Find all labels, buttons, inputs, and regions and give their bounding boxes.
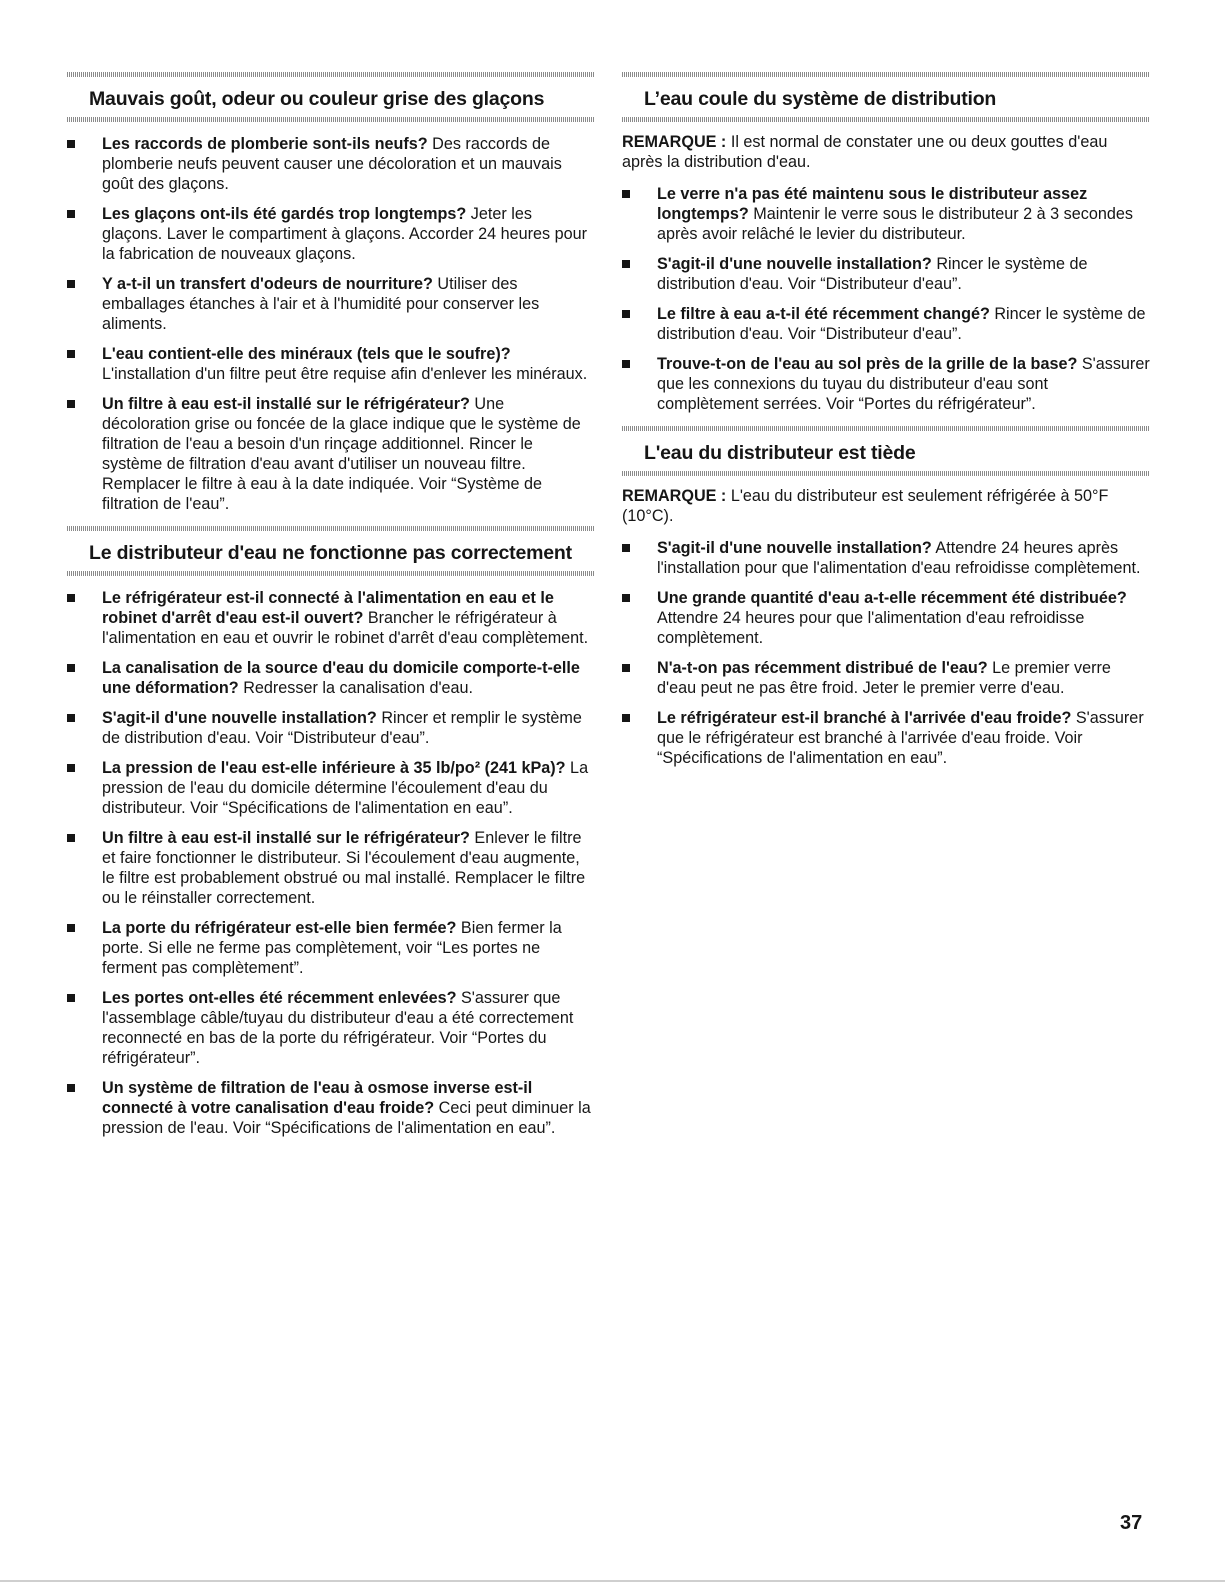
square-bullet-icon	[622, 310, 630, 318]
answer-text: Bien fermer la porte. Si elle ne ferme pas complètement, voir “Les portes ne ferment pas complètement”.	[102, 919, 562, 977]
troubleshooting-list	[67, 134, 595, 514]
question-text: S'agit-il d'une nouvelle installation?	[657, 255, 932, 273]
section-heading: Mauvais goût, odeur ou couleur grise des glaçons	[89, 88, 545, 110]
answer-text: S'assurer que les connexions du tuyau du distributeur d'eau sont complètement serrées. Voir “Portes du réfrigérateur”.	[657, 355, 1150, 413]
section-heading: L'eau du distributeur est tiède	[644, 442, 916, 464]
list-item	[67, 918, 595, 978]
square-bullet-icon	[622, 544, 630, 552]
answer-text: S'assurer que l'assemblage câble/tuyau du distributeur d'eau a été correctement reconnecté en bas de la porte du réfrigérateur. Voir “Portes du réfrigérateur”.	[102, 989, 574, 1067]
square-bullet-icon	[67, 714, 75, 722]
list-item	[622, 354, 1150, 414]
answer-text: Des raccords de plomberie neufs peuvent causer une décoloration et un mauvais goût des glaçons.	[102, 135, 562, 193]
list-item	[622, 538, 1150, 578]
question-text: Un filtre à eau est-il installé sur le réfrigérateur?	[102, 829, 470, 847]
note-paragraph	[622, 486, 1150, 526]
list-item	[622, 588, 1150, 648]
note-label: REMARQUE :	[622, 487, 727, 505]
section-top-rule	[622, 426, 1150, 431]
section-bottom-rule	[622, 117, 1150, 122]
section-heading: L’eau coule du système de distribution	[644, 88, 997, 110]
list-item	[67, 204, 595, 264]
answer-text: Le premier verre d'eau peut ne pas être froid. Jeter le premier verre d'eau.	[657, 659, 1111, 697]
section-water-leaking	[622, 72, 1150, 414]
square-bullet-icon	[67, 594, 75, 602]
square-bullet-icon	[622, 714, 630, 722]
answer-text: Brancher le réfrigérateur à l'alimentation en eau et ouvrir le robinet d'arrêt d'eau complètement.	[102, 609, 589, 647]
list-item	[67, 828, 595, 908]
right-column	[622, 72, 1150, 780]
list-item	[622, 708, 1150, 768]
question-text: La canalisation de la source d'eau du domicile comporte-t-elle une déformation?	[102, 659, 580, 697]
answer-text: Redresser la canalisation d'eau.	[238, 679, 474, 697]
list-item	[67, 988, 595, 1068]
square-bullet-icon	[67, 140, 75, 148]
answer-text: Utiliser des emballages étanches à l'air et à l'humidité pour conserver les aliments.	[102, 275, 540, 333]
list-item	[622, 184, 1150, 244]
list-item	[67, 1078, 595, 1138]
square-bullet-icon	[622, 190, 630, 198]
troubleshooting-list	[67, 588, 595, 1138]
note-label: REMARQUE :	[622, 133, 727, 151]
answer-text: Maintenir le verre sous le distributeur 2 à 3 secondes après avoir relâché le levier du distributeur.	[657, 205, 1133, 243]
section-top-rule	[622, 72, 1150, 77]
question-text: Les raccords de plomberie sont-ils neufs?	[102, 135, 428, 153]
note-text: L'eau du distributeur est seulement réfrigérée à 50°F (10°C).	[622, 487, 1109, 525]
question-text: Les glaçons ont-ils été gardés trop longtemps?	[102, 205, 467, 223]
square-bullet-icon	[67, 664, 75, 672]
section-top-rule	[67, 72, 595, 77]
troubleshooting-list	[622, 538, 1150, 768]
note-paragraph	[622, 132, 1150, 172]
square-bullet-icon	[622, 260, 630, 268]
question-text: Le réfrigérateur est-il connecté à l'alimentation en eau et le robinet d'arrêt d'eau est-il ouvert?	[102, 589, 554, 627]
section-bottom-rule	[67, 571, 595, 576]
list-item	[67, 758, 595, 818]
section-bottom-rule	[67, 117, 595, 122]
list-item	[67, 274, 595, 334]
question-text: Le filtre à eau a-t-il été récemment changé?	[657, 305, 990, 323]
question-text: L'eau contient-elle des minéraux (tels que le soufre)?	[102, 345, 511, 363]
answer-text: Attendre 24 heures après l'installation pour que l'alimentation d'eau refroidisse complètement.	[657, 539, 1141, 577]
square-bullet-icon	[622, 594, 630, 602]
answer-text: Rincer le système de distribution d'eau. Voir “Distributeur d'eau”.	[657, 305, 1146, 343]
question-text: La porte du réfrigérateur est-elle bien fermée?	[102, 919, 457, 937]
question-text: Une grande quantité d'eau a-t-elle récemment été distribuée?	[657, 589, 1127, 607]
list-item	[622, 658, 1150, 698]
square-bullet-icon	[67, 280, 75, 288]
question-text: S'agit-il d'une nouvelle installation?	[657, 539, 932, 557]
answer-text: La pression de l'eau du domicile détermine l'écoulement d'eau du distributeur. Voir “Spécifications de l'alimentation en eau”.	[102, 759, 589, 817]
question-text: Le verre n'a pas été maintenu sous le distributeur assez longtemps?	[657, 185, 1088, 223]
answer-text: Rincer et remplir le système de distribution d'eau. Voir “Distributeur d'eau”.	[102, 709, 582, 747]
square-bullet-icon	[67, 350, 75, 358]
question-text: Les portes ont-elles été récemment enlevées?	[102, 989, 457, 1007]
section-ice-taste-odor	[67, 72, 595, 514]
list-item	[67, 134, 595, 194]
question-text: Trouve-t-on de l'eau au sol près de la grille de la base?	[657, 355, 1078, 373]
note-text: Il est normal de constater une ou deux gouttes d'eau après la distribution d'eau.	[622, 133, 1108, 171]
page-number: 37	[1120, 1512, 1143, 1534]
square-bullet-icon	[67, 210, 75, 218]
question-text: S'agit-il d'une nouvelle installation?	[102, 709, 377, 727]
section-heading: Le distributeur d'eau ne fonctionne pas correctement	[89, 542, 572, 564]
answer-text: L'installation d'un filtre peut être requise afin d'enlever les minéraux.	[102, 365, 588, 383]
list-item	[622, 254, 1150, 294]
question-text: Un système de filtration de l'eau à osmose inverse est-il connecté à votre canalisation d'eau froide?	[102, 1079, 533, 1117]
square-bullet-icon	[622, 360, 630, 368]
square-bullet-icon	[67, 764, 75, 772]
answer-text: Jeter les glaçons. Laver le compartiment à glaçons. Accorder 24 heures pour la fabrication de nouveaux glaçons.	[102, 205, 587, 263]
section-top-rule	[67, 526, 595, 531]
list-item	[67, 344, 595, 384]
square-bullet-icon	[67, 924, 75, 932]
answer-text: Une décoloration grise ou foncée de la glace indique que le système de filtration de l'eau a besoin d'un rinçage additionnel. Rincer le système de filtration d'eau avant d'utiliser un nouveau filtre. Remplacer le filtre à eau à la date indiquée. Voir “Système de filtration de l'eau”.	[102, 395, 581, 513]
list-item	[622, 304, 1150, 344]
section-dispenser-not-working	[67, 526, 595, 1138]
square-bullet-icon	[67, 400, 75, 408]
left-column	[67, 72, 595, 1150]
question-text: La pression de l'eau est-elle inférieure à 35 lb/po² (241 kPa)?	[102, 759, 566, 777]
square-bullet-icon	[67, 994, 75, 1002]
answer-text: S'assurer que le réfrigérateur est branché à l'arrivée d'eau froide. Voir “Spécifications de l'alimentation en eau”.	[657, 709, 1144, 767]
square-bullet-icon	[67, 1084, 75, 1092]
section-water-lukewarm	[622, 426, 1150, 768]
list-item	[67, 394, 595, 514]
page-bottom-edge	[0, 1580, 1225, 1582]
troubleshooting-list	[622, 184, 1150, 414]
square-bullet-icon	[622, 664, 630, 672]
answer-text: Attendre 24 heures pour que l'alimentation d'eau refroidisse complètement.	[657, 609, 1085, 647]
answer-text: Rincer le système de distribution d'eau. Voir “Distributeur d'eau”.	[657, 255, 1088, 293]
answer-text: Ceci peut diminuer la pression de l'eau. Voir “Spécifications de l'alimentation en eau”.	[102, 1099, 591, 1137]
question-text: Y a-t-il un transfert d'odeurs de nourriture?	[102, 275, 433, 293]
answer-text: Enlever le filtre et faire fonctionner le distributeur. Si l'écoulement d'eau augmente, le filtre est probablement obstrué ou mal installé. Remplacer le filtre ou le réinstaller correctement.	[102, 829, 586, 907]
list-item	[67, 588, 595, 648]
question-text: Le réfrigérateur est-il branché à l'arrivée d'eau froide?	[657, 709, 1072, 727]
question-text: N'a-t-on pas récemment distribué de l'eau?	[657, 659, 988, 677]
square-bullet-icon	[67, 834, 75, 842]
list-item	[67, 708, 595, 748]
list-item	[67, 658, 595, 698]
section-bottom-rule	[622, 471, 1150, 476]
question-text: Un filtre à eau est-il installé sur le réfrigérateur?	[102, 395, 470, 413]
